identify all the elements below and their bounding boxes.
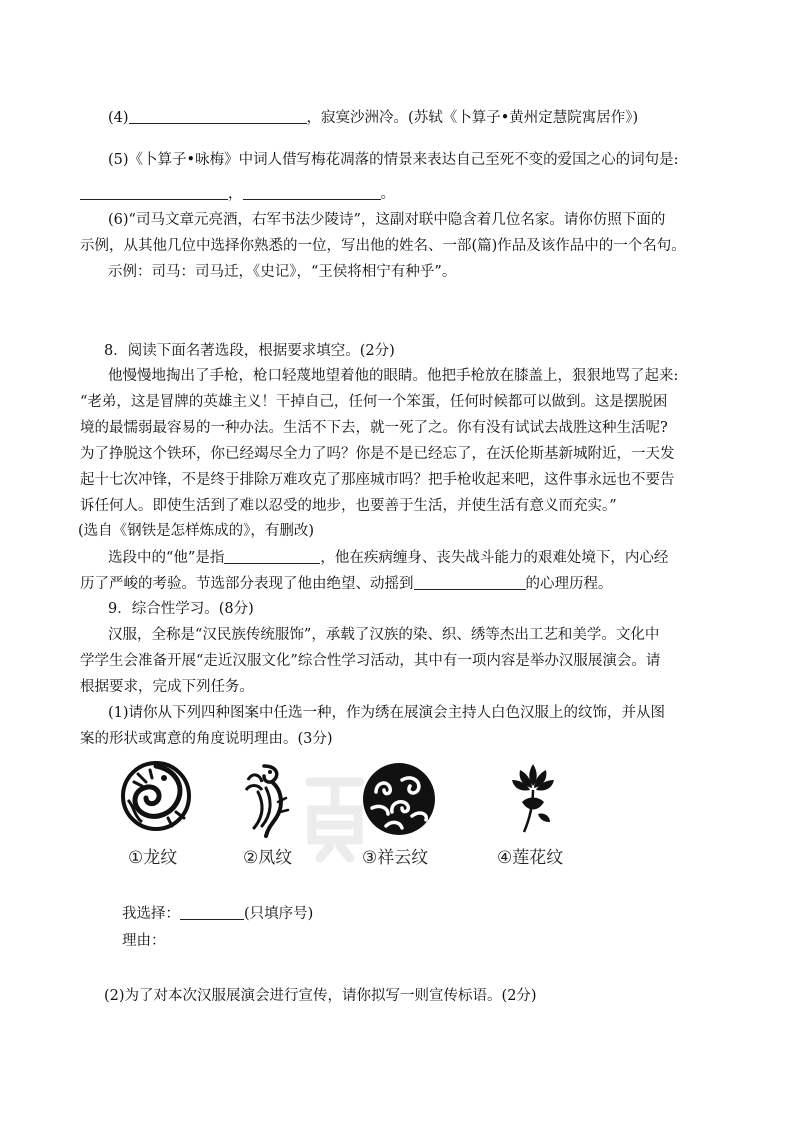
q8-passage-line: 起十七次冲锋，不是终于排除万难攻克了那座城市吗？把手枪收起来吧，这件事永远也不要告 [80,472,675,488]
pattern-caption-cloud: ③祥云纹 [362,848,429,868]
q8-fill-line2 [80,574,613,594]
pattern-caption-lotus: ④莲花纹 [497,848,564,868]
choice-answer-blank[interactable] [180,905,244,920]
q9-intro-line: 根据要求，完成下列任务。 [80,679,254,695]
q8-fill-text-b: ，他在疾病缠身、丧失战斗能力的艰难处境下，内心经 [320,550,669,566]
q8-passage-line: 为了挣脱这个铁环，你已经竭尽全力了吗？你是不是已经忘了，在沃伦斯基新城附近，一天发 [80,446,675,462]
q8-passage-line: 诉任何人。即使生活到了难以忍受的地步，也要善于生活，并使生活有意义而充实。” [80,498,617,514]
item5-comma: ， [228,186,243,202]
q8-passage-line: 境的最懦弱最容易的一种办法。生活不下去，就一死了之。你有没有试试去战胜这种生活呢? [80,420,668,436]
choice-label: 我选择： [122,906,180,922]
item5-period: 。 [380,186,395,202]
item5-blank-2[interactable] [243,185,381,200]
choice-hint: (只填序号) [244,906,314,922]
q8-title: 8．阅读下面名著选段，根据要求填空。(2分) [104,343,395,359]
item4-tail: ，寂寞沙洲冷。(苏轼《卜算子•黄州定慧院寓居作》) [306,110,639,126]
q8-passage-line: “老弟，这是冒牌的英雄主义！干掉自己，任何一个笨蛋，任何时候都可以做到。这是摆脱困 [80,394,668,410]
item4-number: (4) [108,110,129,126]
phoenix-pattern-icon[interactable] [242,762,290,838]
q8-blank-who[interactable] [224,549,320,564]
pattern-caption-dragon: ①龙纹 [128,848,178,868]
pattern-caption-phoenix: ②凤纹 [243,848,293,868]
q8-blank-process[interactable] [414,575,526,590]
cloud-pattern-icon[interactable] [362,762,436,836]
q9-task2: (2)为了对本次汉服展演会进行宣传，请你拟写一则宣传标语。(2分) [104,988,537,1004]
q7-item6-line1: (6)“司马文章元亮酒，右军书法少陵诗”，这副对联中隐含着几位名家。请你仿照下面的 [108,212,666,228]
q8-passage-line: 他慢慢地掏出了手枪，枪口轻蔑地望着他的眼睛。他把手枪放在膝盖上，狠狠地骂了起来: [108,368,679,384]
watermark-seal [300,770,370,865]
item4-answer-blank[interactable] [129,109,307,124]
lotus-pattern-icon[interactable] [508,762,558,834]
q7-item5-prompt: (5)《卜算子•咏梅》中词人借写梅花凋落的情景来表达自己至死不变的爱国之心的词句是: [108,152,679,168]
q8-source: (选自《钢铁是怎样炼成的》，有删改) [78,523,315,539]
q8-fill-line1 [108,548,668,568]
q7-item4 [108,108,638,128]
dragon-pattern-icon[interactable] [120,760,192,832]
q9-task1-line: 案的形状或寓意的角度说明理由。(3分) [80,731,333,747]
q7-item6-example: 示例：司马：司马迁，《史记》，“王侯将相宁有种乎”。 [108,264,457,280]
q9-intro-line: 汉服，全称是“汉民族传统服饰”，承载了汉族的染、织、绣等杰出工艺和美学。文化中 [108,627,660,643]
item5-blank-1[interactable] [80,185,228,200]
q8-fill-text-d: 的心理历程。 [525,576,613,592]
q9-task1-line: (1)请你从下列四种图案中任选一种，作为绣在展演会主持人白色汉服上的纹饰，并从图 [108,705,666,721]
q9-intro-line: 学学生会准备开展“走近汉服文化”综合性学习活动，其中有一项内容是举办汉服展演会。请 [80,653,661,669]
q7-item5-answer [80,184,395,204]
q9-choice-line [122,904,313,924]
q7-item6-line2: 示例，从其他几位中选择你熟悉的一位，写出他的姓名、一部(篇)作品及该作品中的一个名句。 [80,238,686,254]
q8-fill-text-a: 选段中的“他”是指 [108,550,225,566]
q9-title: 9．综合性学习。(8分) [108,601,254,617]
q9-reason-label: 理由： [122,933,166,949]
q8-fill-text-c: 历了严峻的考验。节选部分表现了他由绝望、动摇到 [80,576,414,592]
